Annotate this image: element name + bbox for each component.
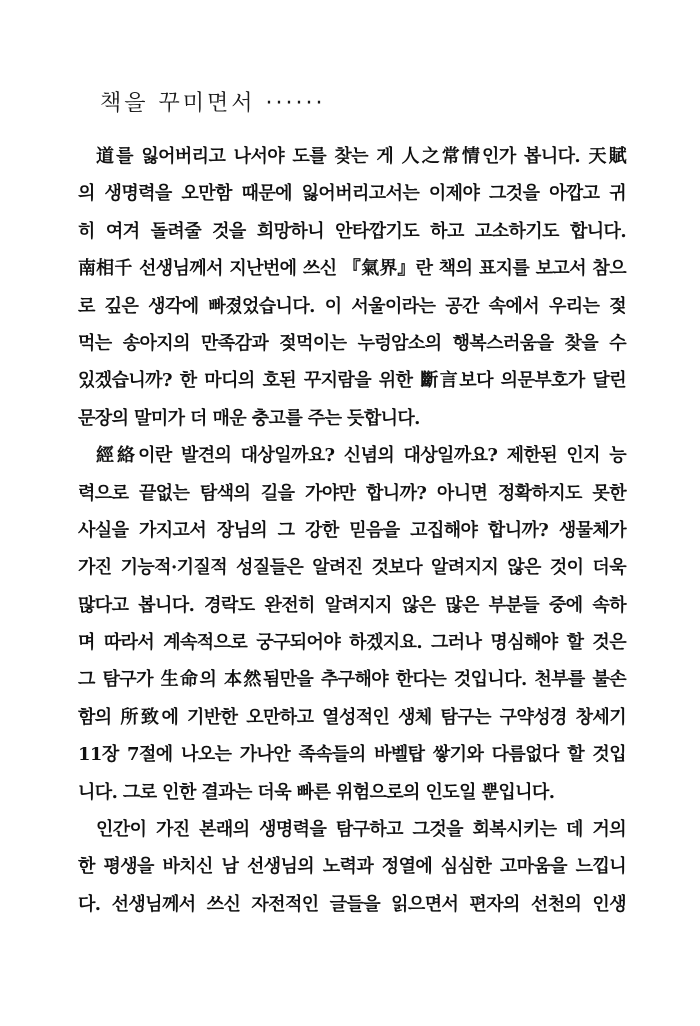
text-line: 니다. 그로 인한 결과는 더욱 빠른 위험으로의 인도일 뿐입니다. (78, 781, 555, 803)
text-line: 다. 선생님께서 쓰신 자전적인 글들을 읽으면서 편자의 선천의 인생 (78, 893, 626, 915)
text-line: 南相千 선생님께서 지난번에 쓰신 『氣界』란 책의 표지를 보고서 참으 (78, 258, 626, 280)
page-title: 책을 꾸미면서 ······ (100, 91, 326, 116)
text-line: 11장 7절에 나오는 가나안 족속들의 바벨탑 쌓기와 다름없다 할 것입 (78, 744, 626, 766)
text-line: 사실을 가지고서 장님의 그 강한 믿음을 고집해야 합니까? 생물체가 (78, 519, 626, 541)
text-line: 많다고 봅니다. 경락도 완전히 알려지지 않은 많은 부분들 중에 속하 (78, 594, 626, 616)
text-line: 인간이 가진 본래의 생명력을 탐구하고 그것을 회복시키는 데 거의 (96, 819, 626, 841)
text-line: 그 탐구가 生命의 本然됨만을 추구해야 한다는 것입니다. 천부를 불손 (78, 669, 626, 691)
text-line: 있겠습니까? 한 마디의 호된 꾸지람을 위한 斷言보다 의문부호가 달린 (78, 370, 626, 392)
text-line: 經絡이란 발견의 대상일까요? 신념의 대상일까요? 제한된 인지 능 (96, 445, 626, 467)
text-line: 道를 잃어버리고 나서야 도를 찾는 게 人之常情인가 봅니다. 天賦 (96, 146, 626, 167)
text-line: 며 따라서 계속적으로 궁구되어야 하겠지요. 그러나 명심해야 할 것은 (78, 632, 626, 654)
text-line: 한 평생을 바치신 남 선생님의 노력과 정열에 심심한 고마움을 느낍니 (78, 856, 626, 878)
text-line: 먹는 송아지의 만족감과 젖먹이는 누렁암소의 행복스러움을 찾을 수 (78, 332, 626, 354)
text-line: 력으로 끝없는 탐색의 길을 가야만 합니까? 아니면 정확하지도 못한 (78, 482, 626, 504)
text-line: 로 깊은 생각에 빠졌었습니다. 이 서울이라는 공간 속에서 우리는 젖 (78, 295, 626, 317)
text-line: 함의 所致에 기반한 오만하고 열성적인 생체 탐구는 구약성경 창세기 (78, 706, 626, 728)
text-line: 문장의 말미가 더 매운 충고를 주는 듯합니다. (78, 407, 420, 429)
text-line: 히 여겨 돌려줄 것을 희망하니 안타깝기도 하고 고소하기도 합니다. (78, 220, 626, 242)
text-line: 가진 기능적·기질적 성질들은 알려진 것보다 알려지지 않은 것이 더욱 (78, 557, 626, 579)
text-line: 의 생명력을 오만함 때문에 잃어버리고서는 이제야 그것을 아깝고 귀 (78, 183, 626, 205)
body-text (78, 138, 626, 923)
